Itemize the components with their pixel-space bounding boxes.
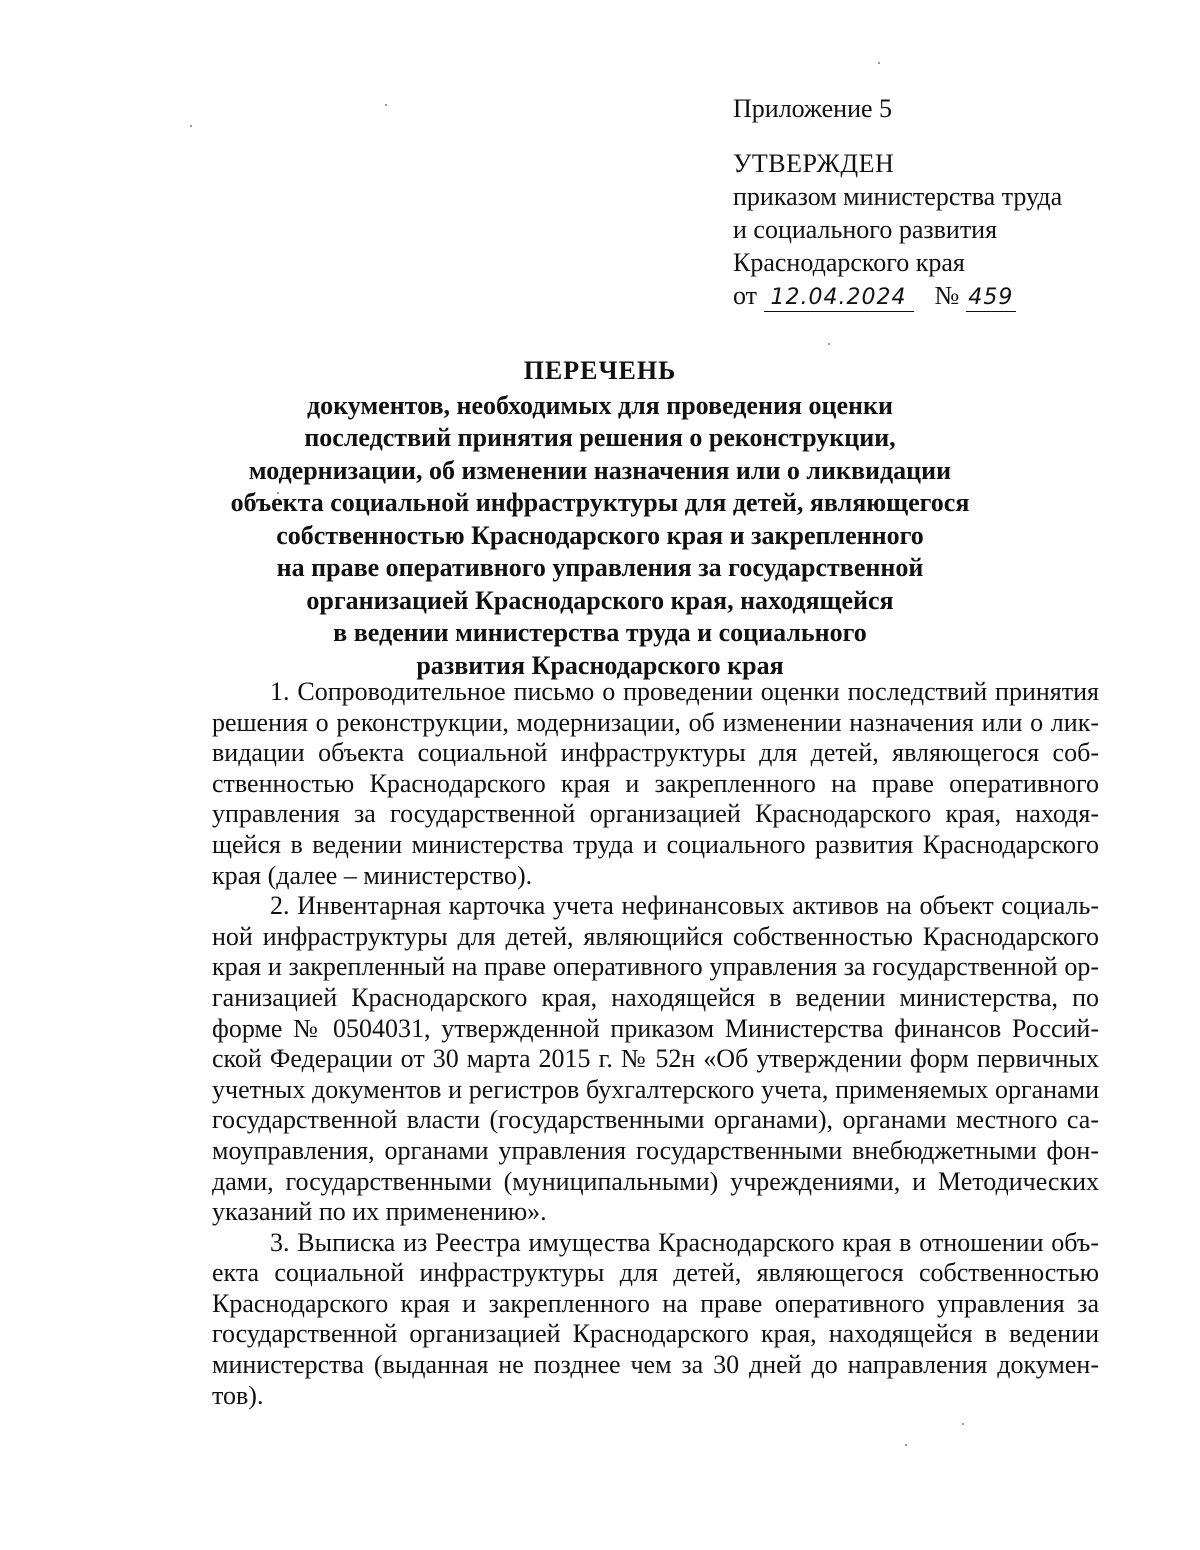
list-item-paragraph: 1. Сопроводительное письмо о проведении оценки последствий принятия решения о реконструкции, модернизации, об изменении назначения или о ликвидации объекта социальной инфраструктуры для детей, являющегося собственностью Краснодарского края и закрепленного на праве оперативного управления за государственной организацией Краснодарского края, находящейся в ведении министерства труда и социального развития Краснодарского края (далее – министерство). — [212, 677, 1099, 890]
title-line: в ведении министерства труда и социального — [333, 618, 867, 647]
title-line: организацией Краснодарского края, находящейся — [306, 585, 894, 615]
scan-speck — [962, 1423, 964, 1425]
scan-speck — [878, 62, 880, 64]
document-title — [120, 355, 1080, 682]
scan-speck — [905, 1444, 907, 1446]
number-sign: № — [934, 281, 960, 310]
title-line: документов, необходимых для проведения оценки — [307, 390, 893, 420]
list-item-paragraph: 2. Инвентарная карточка учета нефинансовых активов на объект социальной инфраструктуры для детей, являющийся собственностью Краснодарского края и закрепленный на праве оперативного управления за государственной организацией Краснодарского края, находящейся в ведении министерства, по форме № 0504031, утвержденной приказом Министерства финансов Российской Федерации от 30 марта 2015 г. № 52н «Об утверждении форм первичных учетных документов и регистров бухгалтерского учета, применяемых органами государственной власти (государственными органами), органами местного самоуправления, органами управления государственными внебюджетными фондами, государственными (муниципальными) учреждениями, и Методических указаний по их применению». — [212, 891, 1099, 1227]
approval-line: и социального развития — [733, 215, 998, 244]
title-line: развития Краснодарского края — [416, 650, 784, 680]
title-line: модернизации, об изменении назначения или о ликвидации — [248, 455, 952, 485]
appendix-label: Приложение 5 — [733, 94, 893, 123]
approval-line: Краснодарского края — [733, 248, 965, 277]
title-line: последствий принятия решения о реконструкции, — [304, 423, 896, 452]
list-item-paragraph: 3. Выписка из Реестра имущества Краснодарского края в отношении объекта социальной инфраструктуры для детей, являющегося собственностью Краснодарского края и закрепленного на праве оперативного управления за государственной организацией Краснодарского края, находящейся в ведении министерства (выданная не позднее чем за 30 дней до направления документов). — [212, 1227, 1099, 1410]
title-heading: ПЕРЕЧЕНЬ — [523, 356, 677, 385]
handwritten-date: 12.04.2024 — [764, 285, 914, 312]
scan-speck — [828, 343, 830, 345]
title-line: собственностью Краснодарского края и закрепленного — [276, 520, 924, 550]
scan-speck — [190, 125, 192, 127]
approval-block — [733, 92, 1153, 312]
scan-speck — [385, 104, 387, 106]
handwritten-order-number: 459 — [966, 285, 1016, 312]
title-line: объекта социальной инфраструктуры для детей, являющегося — [230, 488, 970, 517]
document-body — [212, 677, 1099, 1411]
approved-title: УТВЕРЖДЕН — [733, 149, 895, 178]
order-date-number-row — [733, 279, 1153, 312]
approval-line: приказом министерства труда — [733, 182, 1063, 211]
date-prefix: от — [733, 281, 758, 310]
title-line: на праве оперативного управления за государственной — [276, 553, 924, 582]
